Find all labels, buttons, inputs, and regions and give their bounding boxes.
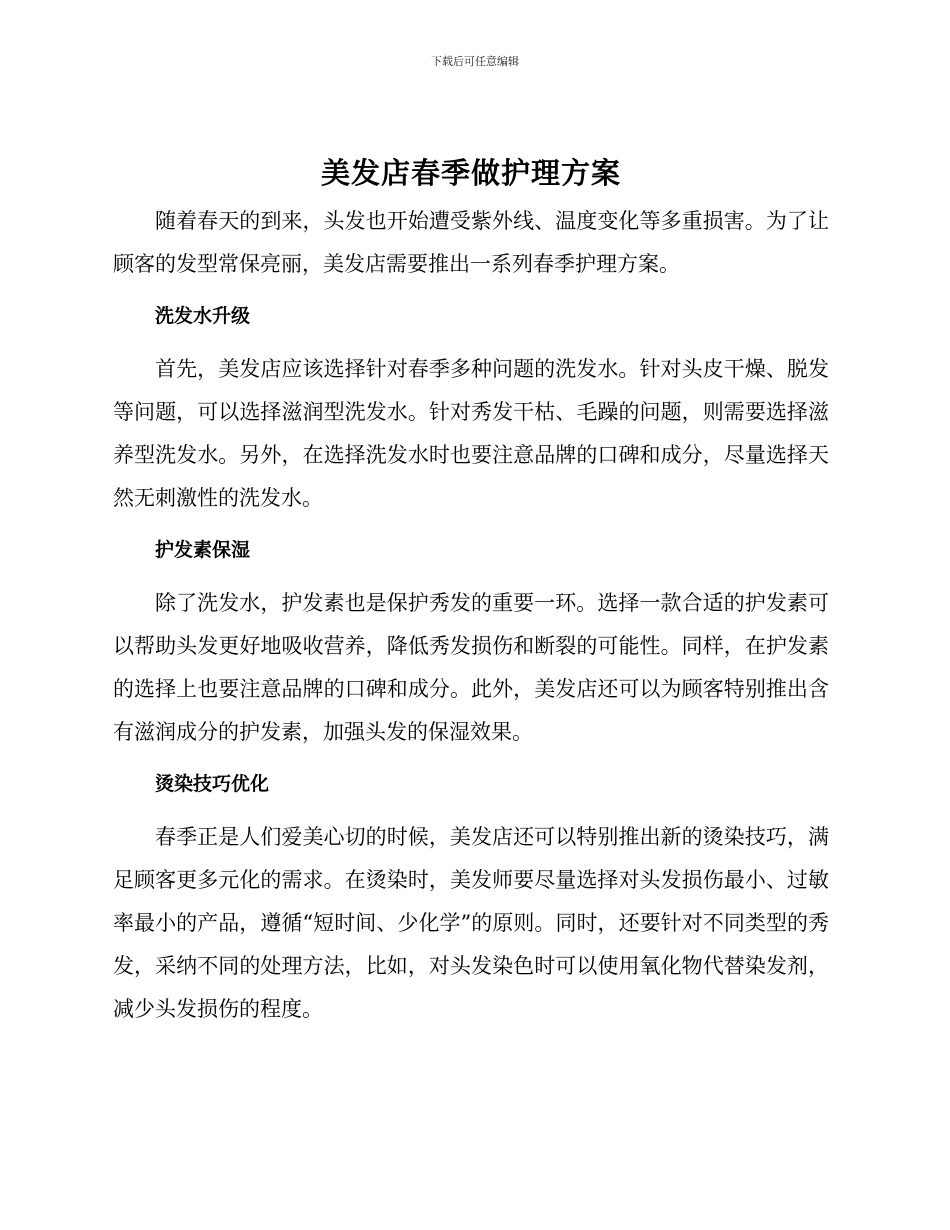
document-body [113, 150, 829, 1031]
section-paragraph-conditioner: 除了洗发水，护发素也是保护秀发的重要一环。选择一款合适的护发素可以帮助头发更好地吸收营养，降低秀发损伤和断裂的可能性。同样，在护发素的选择上也要注意品牌的口碑和成分。此外，美发店还可以为顾客特别推出含有滋润成分的护发素，加强头发的保湿效果。 [113, 591, 829, 744]
document-title: 美发店春季做护理方案 [320, 156, 621, 190]
section-paragraph-shampoo: 首先，美发店应该选择针对春季多种问题的洗发水。针对头皮干燥、脱发等问题，可以选择滋润型洗发水。针对秀发干枯、毛躁的问题，则需要选择滋养型洗发水。另外，在选择洗发水时也要注意品牌的口碑和成分，尽量选择天然无刺激性的洗发水。 [113, 357, 829, 510]
intro-paragraph: 随着春天的到来，头发也开始遭受紫外线、温度变化等多重损害。为了让顾客的发型常保亮丽，美发店需要推出一系列春季护理方案。 [113, 209, 829, 276]
section-heading-shampoo: 洗发水升级 [155, 305, 251, 327]
page-header-note: 下载后可任意编辑 [431, 55, 519, 68]
section-heading-perm-dye: 烫染技巧优化 [155, 773, 270, 795]
section-heading-conditioner: 护发素保湿 [155, 539, 251, 561]
section-paragraph-perm-dye: 春季正是人们爱美心切的时候，美发店还可以特别推出新的烫染技巧，满足顾客更多元化的需求。在烫染时，美发师要尽量选择对头发损伤最小、过敏率最小的产品，遵循“短时间、少化学”的原则。同时，还要针对不同类型的秀发，采纳不同的处理方法，比如，对头发染色时可以使用氧化物代替染发剂，减少头发损伤的程度。 [113, 825, 829, 1021]
